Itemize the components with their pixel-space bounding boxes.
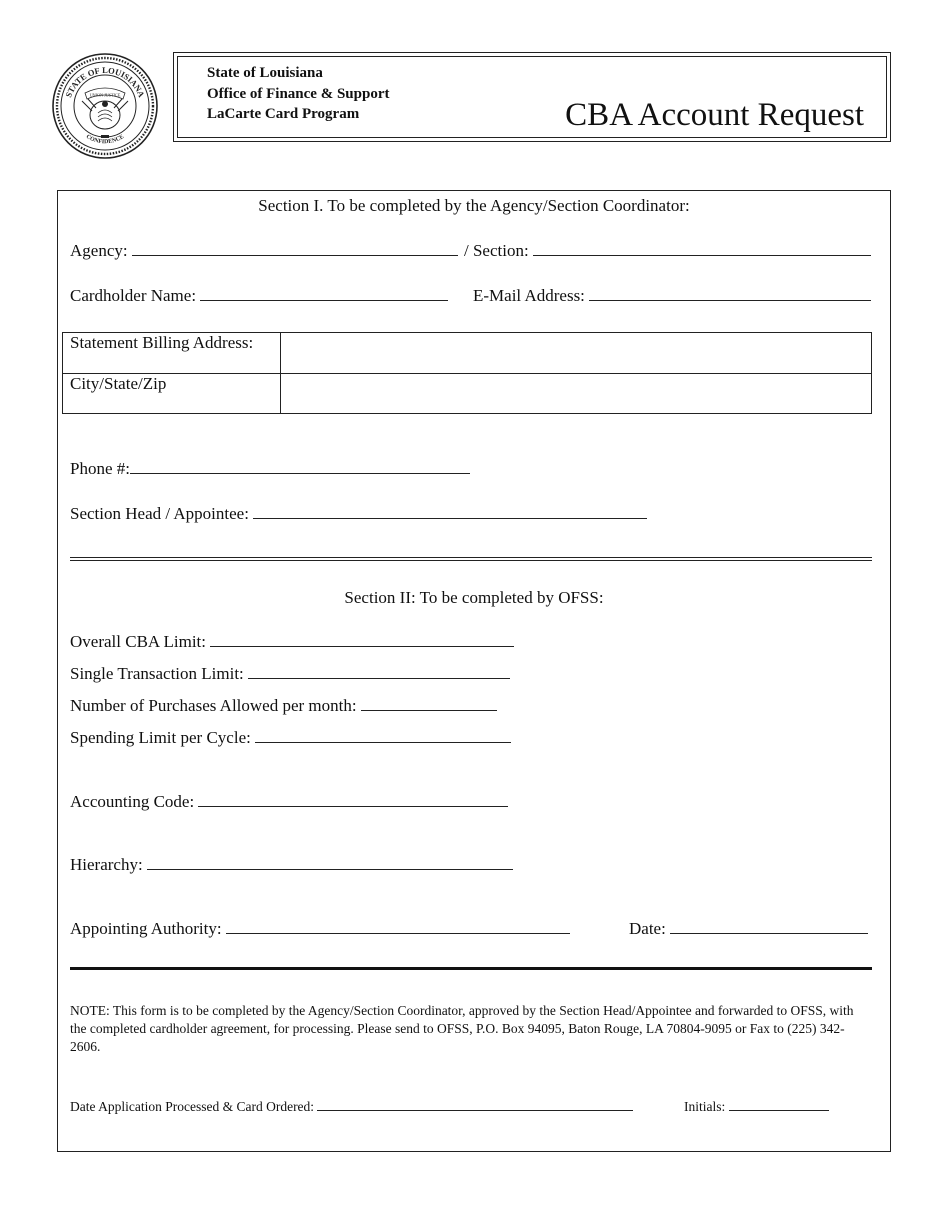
spending-limit-row: [70, 728, 511, 748]
date-field[interactable]: [670, 919, 868, 934]
org-office: Office of Finance & Support: [207, 85, 390, 102]
section-row: [464, 241, 871, 261]
spending-limit-label: Spending Limit per Cycle:: [70, 728, 251, 747]
billing-address-field[interactable]: [281, 333, 871, 373]
initials-field[interactable]: [729, 1099, 829, 1111]
cardholder-field[interactable]: [200, 286, 448, 301]
phone-row: [70, 459, 470, 479]
processed-field[interactable]: [317, 1099, 633, 1111]
section-label: / Section:: [464, 241, 529, 260]
agency-field[interactable]: [132, 241, 458, 256]
overall-limit-row: [70, 632, 514, 652]
section-divider: [70, 557, 872, 561]
hierarchy-row: [70, 855, 513, 875]
section-head-label: Section Head / Appointee:: [70, 504, 249, 523]
spending-limit-field[interactable]: [255, 728, 511, 743]
section1-heading: Section I. To be completed by the Agency/Section Coordinator:: [258, 196, 690, 215]
submission-note: NOTE: This form is to be completed by the Agency/Section Coordinator, approved by the Section Head/Appointee and forwarded to OFSS, with the completed cardholder agreement, for processing. Please send to OFSS, P.O. Box 94095, Baton Rouge, LA 70804-9095 or Fax to (225) 342-2606.: [70, 1003, 854, 1054]
svg-text:STATE OF LOUISIANA: STATE OF LOUISIANA: [63, 64, 147, 99]
date-label: Date:: [629, 919, 666, 938]
section-head-row: [70, 504, 647, 524]
single-limit-row: [70, 664, 510, 684]
cardholder-row: [70, 286, 448, 306]
accounting-code-row: [70, 792, 508, 812]
authority-field[interactable]: [226, 919, 570, 934]
header-box: [173, 52, 891, 142]
document-title: CBA Account Request: [565, 97, 864, 133]
purchases-field[interactable]: [361, 696, 497, 711]
billing-address-label: Statement Billing Address:: [70, 333, 254, 352]
svg-text:UNION JUSTICE: UNION JUSTICE: [89, 92, 121, 98]
agency-row: [70, 241, 458, 261]
hierarchy-label: Hierarchy:: [70, 855, 143, 874]
accounting-code-field[interactable]: [198, 792, 508, 807]
org-state: State of Louisiana: [207, 65, 323, 81]
processed-row: [70, 1099, 633, 1115]
svg-text:CONFIDENCE: CONFIDENCE: [84, 133, 126, 146]
accounting-code-label: Accounting Code:: [70, 792, 195, 811]
single-limit-field[interactable]: [248, 664, 510, 679]
overall-limit-field[interactable]: [210, 632, 514, 647]
processed-label: Date Application Processed & Card Ordered:: [70, 1099, 315, 1114]
city-state-zip-field[interactable]: [281, 374, 871, 413]
address-table: [62, 332, 872, 414]
overall-limit-label: Overall CBA Limit:: [70, 632, 206, 651]
authority-label: Appointing Authority:: [70, 919, 222, 938]
single-limit-label: Single Transaction Limit:: [70, 664, 244, 683]
purchases-row: [70, 696, 497, 716]
initials-row: [684, 1099, 829, 1115]
city-state-zip-label: City/State/Zip: [70, 374, 167, 393]
purchases-label: Number of Purchases Allowed per month:: [70, 696, 357, 715]
authority-row: [70, 919, 570, 939]
org-program: LaCarte Card Program: [207, 106, 360, 122]
form-box: [57, 190, 891, 1152]
agency-label: Agency:: [70, 241, 128, 260]
section2-heading: Section II: To be completed by OFSS:: [344, 588, 604, 607]
hierarchy-field[interactable]: [147, 855, 513, 870]
organization-block: [207, 63, 389, 125]
footer-divider: [70, 967, 872, 970]
cardholder-label: Cardholder Name:: [70, 286, 197, 305]
date-row: [629, 919, 868, 939]
section-head-field[interactable]: [253, 504, 647, 519]
email-row: [473, 286, 871, 306]
email-field[interactable]: [589, 286, 871, 301]
email-label: E-Mail Address:: [473, 286, 585, 305]
section-field[interactable]: [533, 241, 871, 256]
phone-field[interactable]: [130, 459, 470, 474]
louisiana-state-seal: [52, 53, 158, 159]
initials-label: Initials:: [684, 1099, 726, 1114]
phone-label: Phone #:: [70, 459, 130, 478]
